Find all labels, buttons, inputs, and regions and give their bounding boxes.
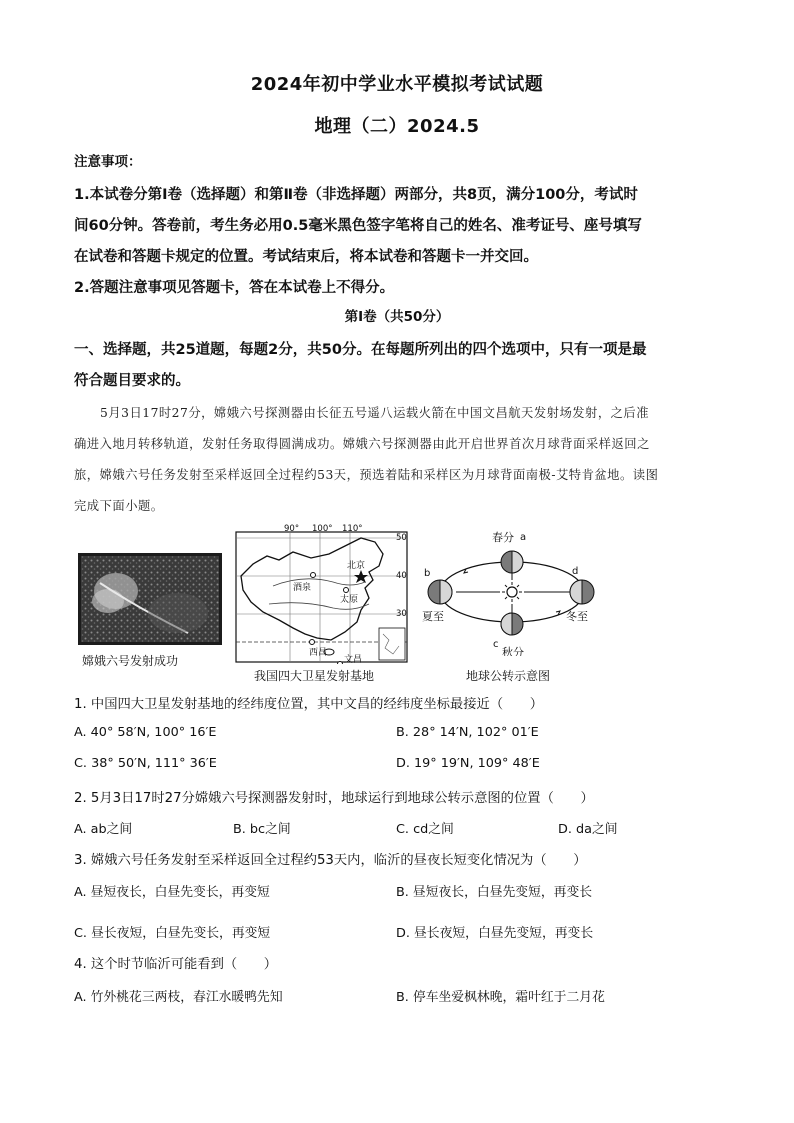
map-place-taiyuan: 太原 [340,595,359,605]
question-3-option-d[interactable]: D. 昼长夜短，白昼先变短，再变长 [396,926,594,941]
notice-heading: 注意事项： [74,154,142,170]
map-place-wenchang: 文昌 [344,655,363,664]
exam-title: 2024年初中学业水平模拟考试试题 [250,74,544,95]
passage-line-4: 完成下面小题。 [74,499,164,513]
orbit-diagram-image [420,528,602,656]
map-lon-label: 110° [342,524,363,534]
map-lat-label: 30 [396,609,407,619]
question-1-option-a[interactable]: A. 40° 58′N, 100° 16′E [74,725,217,740]
orbit-season-spring: 春分 [492,531,514,544]
question-4-option-a[interactable]: A. 竹外桃花三两枝，春江水暖鸭先知 [74,990,283,1005]
question-3-option-c[interactable]: C. 昼长夜短，白昼先变长，再变短 [74,926,271,941]
exam-subtitle: 地理（二）2024.5 [314,116,480,137]
passage-line-2: 确进入地月转移轨道，发射任务取得圆满成功。嫦娥六号探测器由此开启世界首次月球背面采样返回之 [74,437,650,451]
map-lon-label: 90° [284,524,300,534]
notice-line-3: 在试卷和答题卡规定的位置。考试结束后，将本试卷和答题卡一并交回。 [74,249,538,265]
launch-photo [78,553,222,645]
earth-orbit-diagram [420,528,602,656]
map-caption: 我国四大卫星发射基地 [254,669,375,683]
orbit-caption: 地球公转示意图 [466,669,551,683]
question-2-stem: 2. 5月3日17时27分嫦娥六号探测器发射时，地球运行到地球公转示意图的位置（ ） [74,791,594,806]
question-1-option-b[interactable]: B. 28° 14′N, 102° 01′E [396,725,539,740]
orbit-point-d: d [572,566,579,577]
orbit-season-summer: 夏至 [422,610,444,623]
orbit-season-autumn: 秋分 [502,646,524,656]
orbit-season-winter: 冬至 [566,610,588,623]
question-2-option-c[interactable]: C. cd之间 [396,822,454,837]
question-2-option-d[interactable]: D. da之间 [558,822,618,837]
map-lat-label: 40 [396,571,407,581]
question-1-option-d[interactable]: D. 19° 19′N, 109° 48′E [396,756,540,771]
section-instruction-2: 符合题目要求的。 [74,373,190,389]
section-instruction-1: 一、选择题，共25道题，每题2分，共50分。在每题所列出的四个选项中，只有一项是最 [74,342,647,358]
map-place-jiuquan: 酒泉 [293,583,312,593]
passage-line-1: 5月3日17时27分，嫦娥六号探测器由长征五号遥八运载火箭在中国文昌航天发射场发射，之后准 [100,406,650,420]
launch-bases-map [233,524,411,664]
question-4-option-b[interactable]: B. 停车坐爱枫林晚，霜叶红于二月花 [396,990,605,1005]
question-2-option-b[interactable]: B. bc之间 [233,822,291,837]
orbit-point-c: c [493,639,499,650]
orbit-point-b: b [424,568,431,579]
notice-line-1: 1.本试卷分第Ⅰ卷（选择题）和第Ⅱ卷（非选择题）两部分，共8页，满分100分，考试时 [74,187,638,203]
notice-line-2: 间60分钟。答卷前，考生务必用0.5毫米黑色签字笔将自己的姓名、准考证号、座号填写 [74,218,642,234]
question-3-option-b[interactable]: B. 昼短夜长，白昼先变短，再变长 [396,885,593,900]
question-1-option-c[interactable]: C. 38° 50′N, 111° 36′E [74,756,217,771]
map-lon-label: 100° [312,524,333,534]
china-map-image [233,524,411,664]
passage-line-3: 旅，嫦娥六号任务发射至采样返回全过程约53天，预选着陆和采样区为月球背面南极-艾特肯盆地。读图 [74,468,659,482]
question-2-option-a[interactable]: A. ab之间 [74,822,133,837]
section-title: 第Ⅰ卷（共50分） [344,309,450,325]
question-3-option-a[interactable]: A. 昼短夜长，白昼先变长，再变短 [74,885,270,900]
map-place-xichang: 西昌 [309,648,328,658]
question-3-stem: 3. 嫦娥六号任务发射至采样返回全过程约53天内，临沂的昼夜长短变化情况为（ ） [74,853,587,868]
question-4-stem: 4. 这个时节临沂可能看到（ ） [74,957,278,972]
orbit-point-a: a [520,532,527,543]
photo-caption: 嫦娥六号发射成功 [82,654,179,668]
map-lat-label: 50 [396,533,407,543]
launch-photo-image [78,553,222,645]
map-place-beijing: 北京 [347,561,366,571]
question-1-stem: 1. 中国四大卫星发射基地的经纬度位置，其中文昌的经纬度坐标最接近（ ） [74,697,544,712]
notice-line-4: 2.答题注意事项见答题卡，答在本试卷上不得分。 [74,280,395,296]
